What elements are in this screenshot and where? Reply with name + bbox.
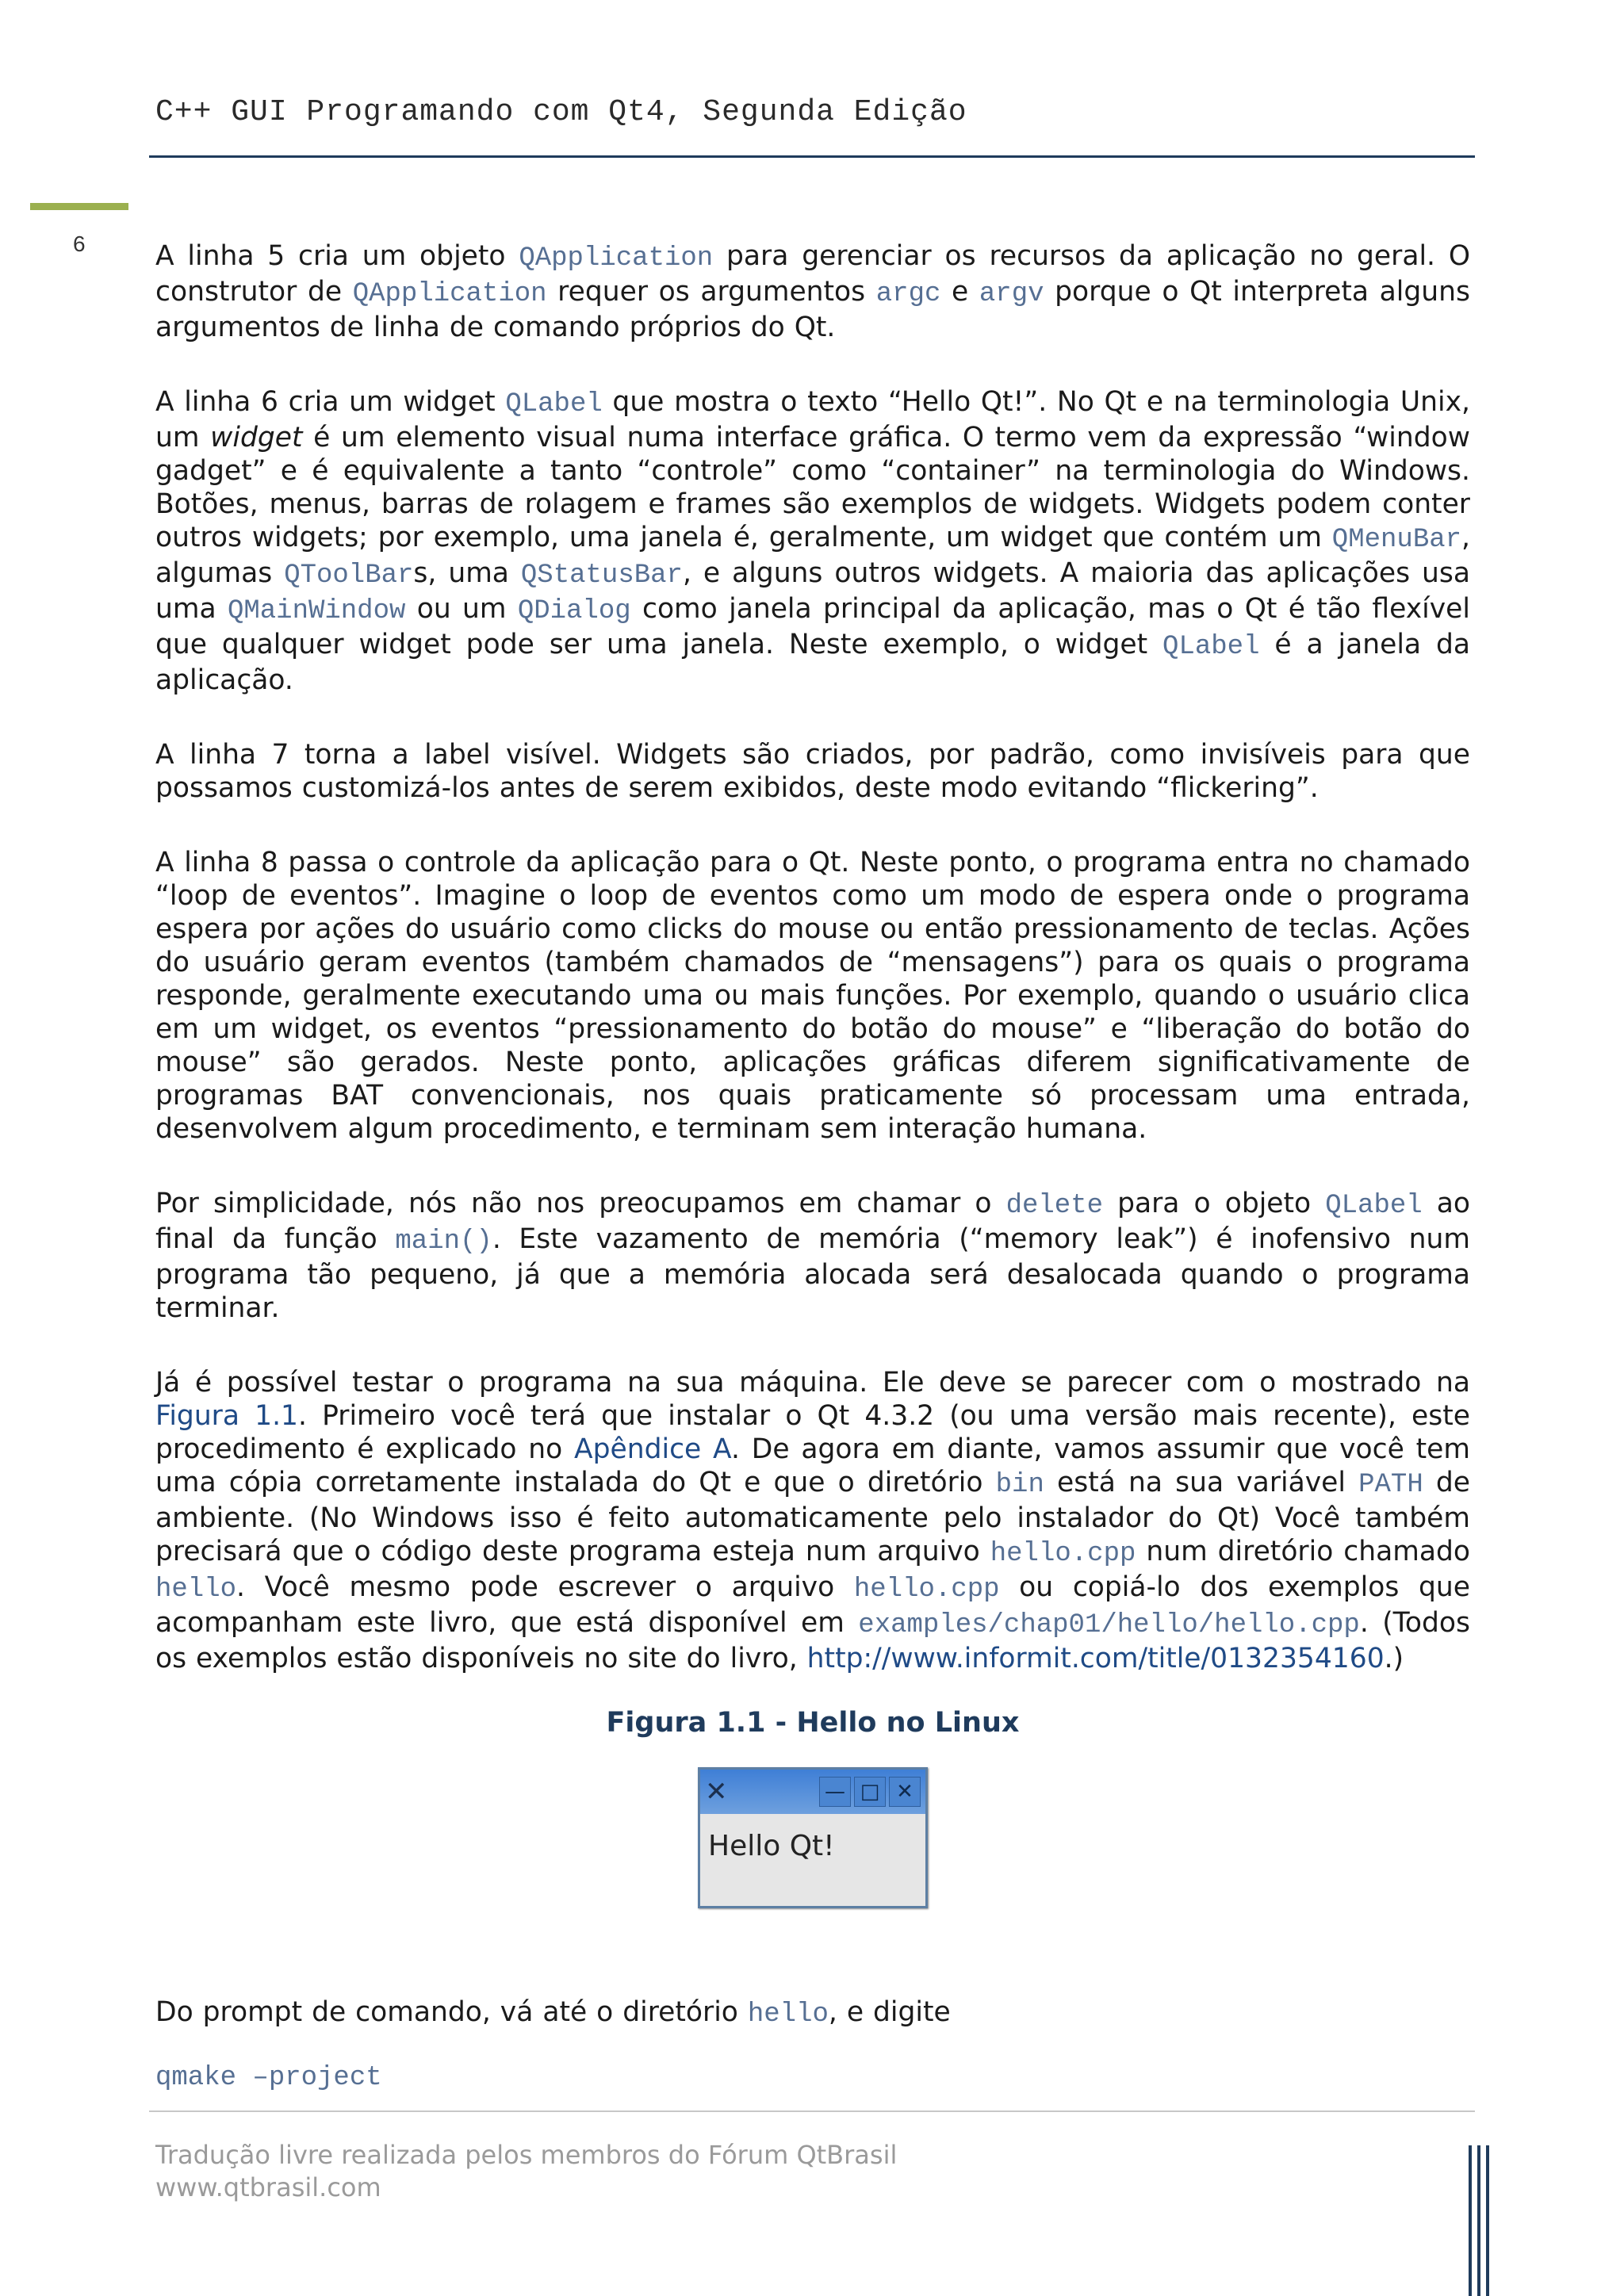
inline-code: examples/chap01/hello/hello.cpp — [858, 1610, 1360, 1640]
inline-code: QLabel — [1162, 632, 1260, 662]
inline-code: QMainWindow — [227, 596, 406, 626]
text-run: ou copiá-lo dos exemplos que acompanham este livro, que está disponível em — [155, 1571, 1470, 1639]
paragraph — [155, 846, 1470, 1146]
text-run: , e digite — [828, 1996, 951, 2028]
text-run: Do prompt de comando, vá até o diretório — [155, 1996, 748, 2028]
page-number-accent — [30, 203, 128, 210]
text-run: Por simplicidade, nós não nos preocupamos em chamar o — [155, 1188, 1006, 1219]
window-titlebar — [700, 1770, 925, 1814]
text-run: Já é possível testar o programa na sua máquina. Ele deve se parecer com o mostrado na — [155, 1367, 1470, 1399]
text-run: é a janela da aplicação. — [155, 629, 1470, 696]
inline-code: argv — [979, 279, 1044, 309]
inline-code: QMenuBar — [1331, 525, 1462, 555]
text-run: como janela principal da aplicação, mas o Qt é tão flexível que qualquer widget pode ser uma janela. Neste exemplo, o widget — [155, 593, 1470, 660]
text-run: A linha 7 torna a label visível. Widgets são criados, por padrão, como invisíveis para que possamos customizá-los antes de serem exibidos, deste modo evitando “flickering”. — [155, 739, 1470, 804]
inline-code: hello.cpp — [990, 1539, 1136, 1569]
paragraph — [155, 385, 1470, 697]
text-run: porque o Qt interpreta alguns argumentos de linha de comando próprios do Qt. — [155, 276, 1470, 343]
page-number: 6 — [73, 232, 86, 256]
text-run: , algumas — [155, 522, 1470, 589]
text-run: . Você mesmo pode escrever o arquivo — [236, 1571, 854, 1603]
inline-code: QToolBar — [284, 561, 414, 591]
minimize-icon: — — [819, 1777, 851, 1807]
inline-code: PATH — [1358, 1470, 1423, 1500]
body-content — [155, 239, 1470, 2093]
inline-code: delete — [1005, 1191, 1103, 1221]
cross-reference-link[interactable]: Apêndice A — [574, 1433, 732, 1465]
inline-code: QStatusBar — [520, 561, 683, 591]
text-run: . (Todos os exemplos estão disponíveis no site do livro, — [155, 1607, 1470, 1674]
inline-code: hello — [155, 1575, 237, 1605]
emphasis-text: widget — [210, 422, 303, 453]
footer-decoration — [1469, 2145, 1489, 2296]
inline-code: hello — [747, 1999, 829, 2030]
prompt-instruction — [155, 1996, 1470, 2031]
text-run: . De agora em diante, vamos assumir que você tem uma cópia corretamente instalada do Qt e que o diretório — [155, 1433, 1471, 1498]
text-run: para o objeto — [1103, 1188, 1326, 1219]
window-controls — [819, 1777, 921, 1807]
text-run: para gerenciar os recursos da aplicação no geral. O construtor de — [155, 240, 1470, 308]
app-icon: ✕ — [705, 1776, 728, 1808]
command-line: qmake –project — [155, 2063, 382, 2093]
text-run: , e alguns outros widgets. A maioria das aplicações usa uma — [155, 557, 1470, 625]
cross-reference-link[interactable]: http://www.informit.com/title/0132354160 — [806, 1643, 1385, 1674]
text-run: . Este vazamento de memória (“memory leak”) é inofensivo num programa tão pequeno, já que a memória alocada será desalocada quando o programa terminar. — [155, 1223, 1471, 1324]
figure-caption: Figura 1.1 - Hello no Linux — [606, 1707, 1020, 1739]
text-run: de ambiente. (No Windows isso é feito automaticamente pelo instalador do Qt) Você também precisará que o código deste programa esteja num arquivo — [155, 1467, 1470, 1567]
text-run: A linha 6 cria um widget — [155, 386, 506, 418]
inline-code: QApplication — [519, 243, 714, 274]
maximize-icon: □ — [854, 1777, 886, 1807]
hello-qt-label: Hello Qt! — [708, 1830, 835, 1862]
inline-code: main() — [395, 1226, 492, 1257]
text-run: que mostra o texto “Hello Qt!”. No Qt e na terminologia Unix, um — [155, 386, 1470, 453]
text-run: A linha 5 cria um objeto — [155, 240, 519, 272]
text-run: s, uma — [413, 557, 521, 589]
text-run: num diretório chamado — [1136, 1536, 1470, 1567]
text-run: A linha 8 passa o controle da aplicação para o Qt. Neste ponto, o programa entra no chamado “loop de eventos”. Imagine o loop de eventos como um modo de espera onde o programa espera por ações do usuário como clicks do mouse ou então pressionamento de teclas. Ações do usuário geram eventos (também chamados de “mensagens”) para os quais o programa responde, geralmente executando uma ou mais funções. Por exemplo, quando o usuário clica em um widget, os eventos “pressionamento do botão do mouse” e “liberação do botão do mouse” são gerados. Neste ponto, aplicações gráficas diferem significativamente de programas BAT convencionais, nos quais praticamente só processam uma entrada, desenvolvem algum procedimento, e terminam sem interação humana. — [155, 847, 1470, 1145]
inline-code: QLabel — [505, 389, 603, 419]
inline-code: hello.cpp — [853, 1575, 1000, 1605]
text-run: está na sua variável — [1044, 1467, 1359, 1498]
footer-credit: Tradução livre realizada pelos membros do Fórum QtBrasil — [155, 2140, 898, 2170]
cross-reference-link[interactable]: Figura 1.1 — [155, 1400, 298, 1432]
paragraph — [155, 239, 1470, 344]
paragraph — [155, 1366, 1470, 1675]
inline-code: QDialog — [517, 596, 631, 626]
inline-code: argc — [875, 279, 941, 309]
paragraph — [155, 1187, 1470, 1325]
footer-site: www.qtbrasil.com — [155, 2172, 381, 2202]
text-run: .) — [1384, 1643, 1404, 1674]
header-divider — [149, 155, 1475, 158]
text-run: e — [940, 276, 979, 308]
footer — [155, 2139, 897, 2204]
hello-qt-window-screenshot — [698, 1767, 928, 1908]
inline-code: QLabel — [1325, 1191, 1423, 1221]
text-run: requer os argumentos — [546, 276, 876, 308]
inline-code: QApplication — [352, 279, 547, 309]
footer-divider — [149, 2110, 1475, 2112]
text-run: . Primeiro você terá que instalar o Qt 4.3.2 (ou uma versão mais recente), este procedimento é explicado no — [155, 1400, 1471, 1465]
paragraph — [155, 738, 1470, 805]
inline-code: bin — [995, 1470, 1044, 1500]
close-icon: ✕ — [889, 1777, 921, 1807]
running-header: C++ GUI Programando com Qt4, Segunda Edição — [155, 95, 967, 129]
text-run: ou um — [405, 593, 518, 625]
text-run: é um elemento visual numa interface gráfica. O termo vem da expressão “window gadget” e é equivalente a tanto “controle” como “container” na terminologia do Windows. Botões, menus, barras de rolagem e frames são exemplos de widgets. Widgets podem conter outros widgets; por exemplo, uma janela é, geralmente, um widget que contém um — [155, 422, 1470, 553]
text-run: ao final da função — [155, 1188, 1470, 1255]
